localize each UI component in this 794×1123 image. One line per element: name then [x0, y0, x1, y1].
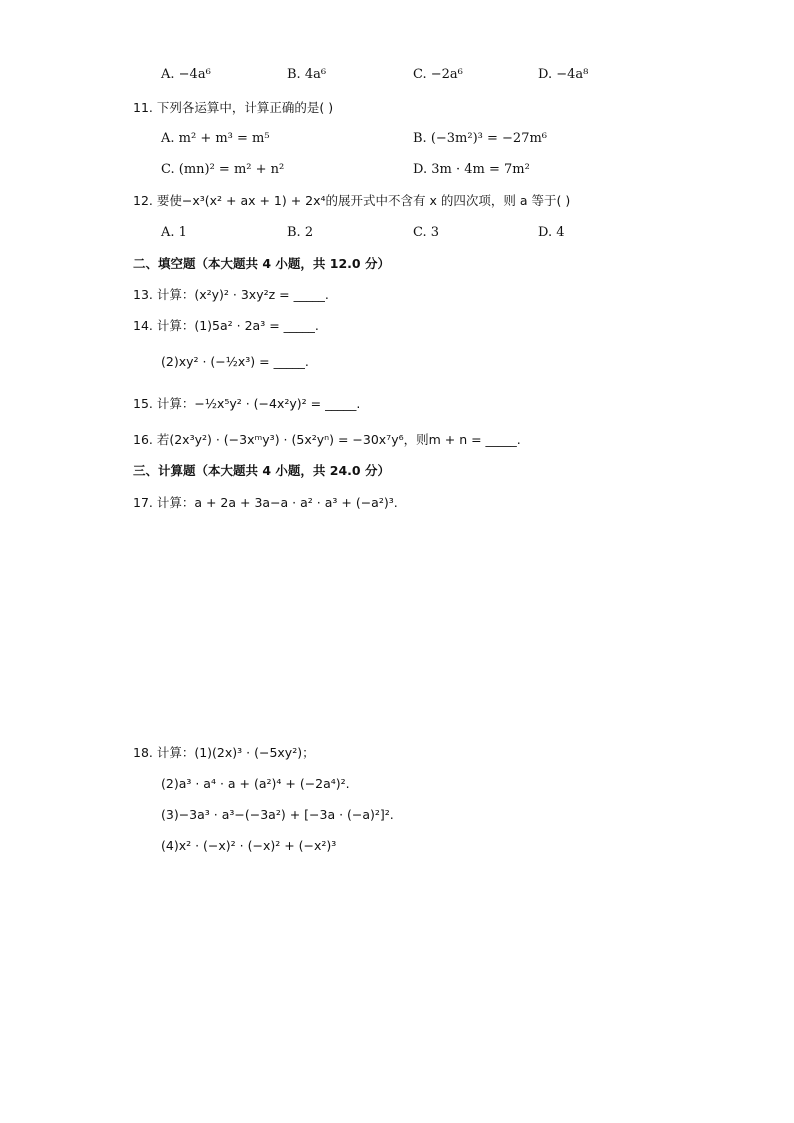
q12-option-a: A. 1: [161, 225, 187, 240]
q12-stem: 12. 要使−x³(x² + ax + 1) + 2x⁴的展开式中不含有 x 的四次项，则 a 等于( ): [133, 193, 571, 208]
q14-line1: 14. 计算：(1)5a² · 2a³ = _____.: [133, 318, 319, 333]
q18-line4: (4)x² · (−x)² · (−x)² + (−x²)³: [161, 838, 337, 853]
q18-line2: (2)a³ · a⁴ · a + (a²)⁴ + (−2a⁴)².: [161, 776, 350, 791]
q13: 13. 计算：(x²y)² · 3xy²z = _____.: [133, 287, 329, 302]
q15: 15. 计算：−½x⁵y² · (−4x²y)² = _____.: [133, 396, 361, 411]
section-2-heading: 二、填空题（本大题共 4 小题，共 12.0 分）: [133, 256, 390, 271]
q11-option-b: B. (−3m²)³ = −27m⁶: [413, 131, 548, 146]
q12-option-b: B. 2: [287, 225, 314, 240]
q12-option-c: C. 3: [413, 225, 440, 240]
q16: 16. 若(2x³y²) · (−3xᵐy³) · (5x²yⁿ) = −30x⁷y⁶，则m + n = _____.: [133, 432, 521, 447]
q11-option-a: A. m² + m³ = m⁵: [161, 131, 270, 146]
q12-option-d: D. 4: [538, 225, 565, 240]
section-3-heading: 三、计算题（本大题共 4 小题，共 24.0 分）: [133, 463, 390, 478]
q18-line1: 18. 计算：(1)(2x)³ · (−5xy²)；: [133, 745, 315, 760]
q11-stem: 11. 下列各运算中，计算正确的是( ): [133, 100, 334, 115]
q11-option-d: D. 3m · 4m = 7m²: [413, 162, 530, 177]
q10-option-a: A. −4a⁶: [161, 67, 211, 82]
q11-option-c: C. (mn)² = m² + n²: [161, 162, 285, 177]
q10-option-d: D. −4a⁸: [538, 67, 589, 82]
q18-line3: (3)−3a³ · a³−(−3a²) + [−3a · (−a)²]².: [161, 807, 394, 822]
q17: 17. 计算：a + 2a + 3a−a · a² · a³ + (−a²)³.: [133, 495, 398, 510]
q10-option-b: B. 4a⁶: [287, 67, 327, 82]
q10-option-c: C. −2a⁶: [413, 67, 463, 82]
q14-line2: (2)xy² · (−½x³) = _____.: [161, 354, 309, 369]
